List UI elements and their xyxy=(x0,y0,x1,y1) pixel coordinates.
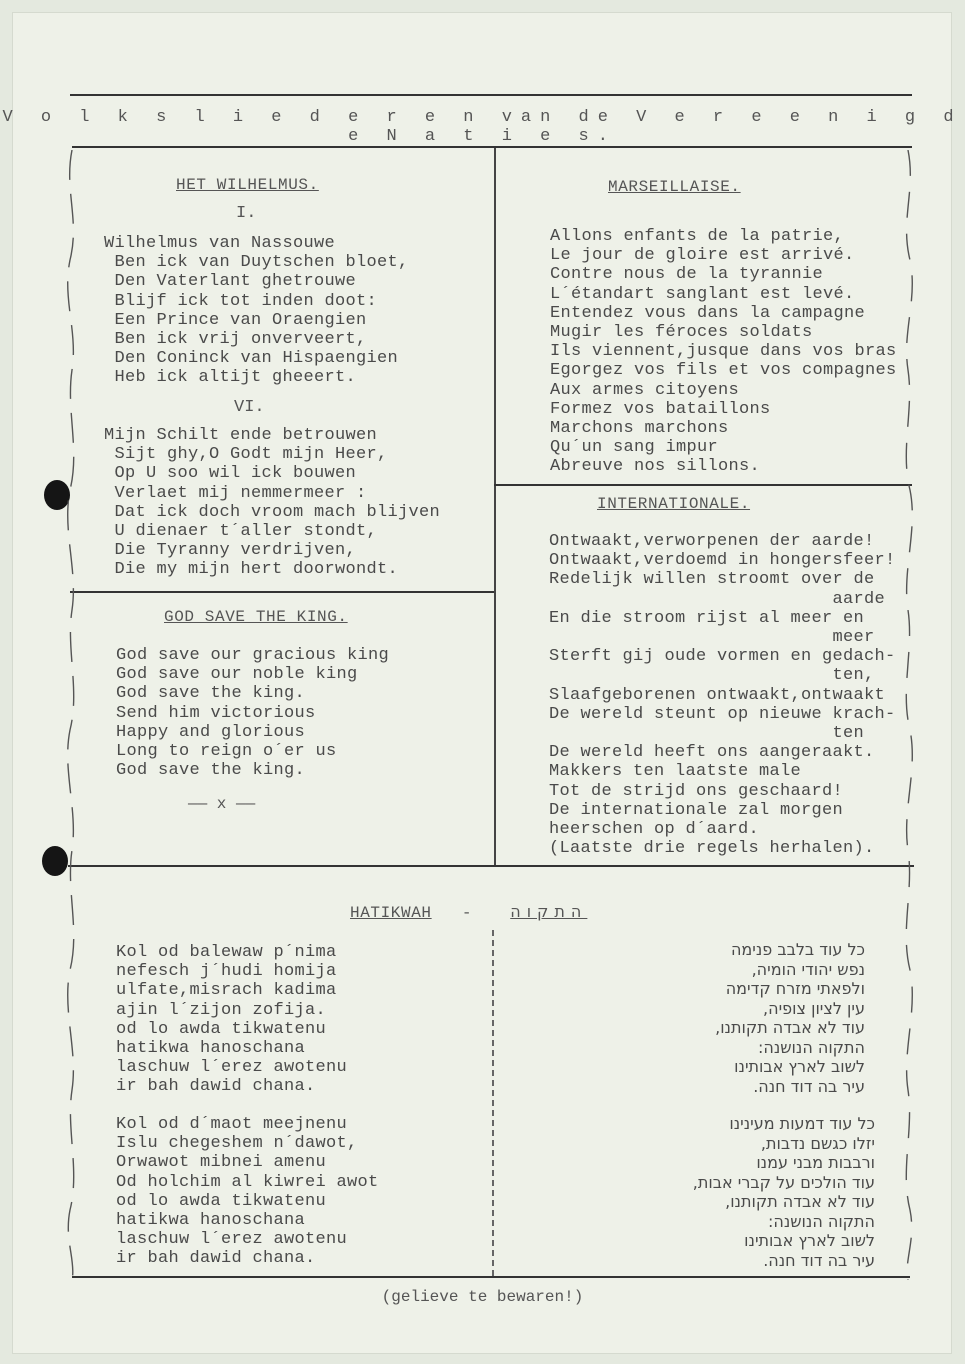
hatikwah-hebrew-verse2: כל עוד דמעות מעינינו יזלו כגשם נדבות, ורבבות מבני עמנו עוד הולכים על קברי אבות, עוד לא אבדה תקותנו, התקוה הנושנה: לשוב לארץ אבותינו עיר בה דוד חנה. xyxy=(692,1114,875,1270)
page-title: V o l k s l i e d e r e n van de V e r e e n i g d e N a t i e s. xyxy=(2,108,963,146)
hatikwah-dashed-divider xyxy=(492,930,494,1276)
hatikwah-hebrew-verse1: כל עוד בלבב פנימה נפש יהודי הומיה, ולפאתי מזרח קדימה עין לציון צופיה, עוד לא אבדה תקותנו, התקוה הנושנה: לשוב לארץ אבותינו עיר בה דוד חנה. xyxy=(715,940,865,1096)
frame-top-line xyxy=(72,146,912,148)
hatikwah-heading-latin: HATIKWAH xyxy=(350,904,432,922)
right-wavy-border xyxy=(898,150,918,1280)
hatikwah-latin-verse2: Kol od d´maot meejnenu Islu chegeshem n´dawot, Orwawot mibnei amenu Od holchim al kiwrei awot od lo awda tikwatenu hatikwa hanoschana laschuw l´erez awotenu ir bah dawid chana. xyxy=(116,1115,379,1269)
hatikwah-heading xyxy=(350,902,587,922)
god-save-separator: —— x —— xyxy=(188,795,256,813)
hatikwah-latin-verse1: Kol od balewaw p´nima nefesch j´hudi homija ulfate,misrach kadima ajin l´zijon zofija. od lo awda tikwatenu hatikwa hanoschana laschuw l´erez awotenu ir bah dawid chana. xyxy=(116,943,348,1097)
left-wavy-border xyxy=(62,150,82,1280)
internationale-lyrics: Ontwaakt,verworpenen der aarde! Ontwaakt,verdoemd in hongersfeer! Redelijk willen stroomt over de aarde En die stroom rijst al meer en meer Sterft gij oude vormen en gedach- ten, Slaafgeborenen ontwaakt,ontwaakt De wereld steunt op nieuwe krach- ten De wereld heeft ons aangeraakt. Makkers ten laatste male Tot de strijd ons geschaard! De internationale zal morgen heerschen op d´aard. (Laatste drie regels herhalen). xyxy=(549,532,896,859)
footer-note: (gelieve te bewaren!) xyxy=(381,1288,584,1306)
left-section-divider xyxy=(70,591,494,593)
marseillaise-heading: MARSEILLAISE. xyxy=(608,178,741,196)
hatikwah-heading-hebrew: התקוה xyxy=(510,902,588,921)
top-rule xyxy=(70,94,912,96)
wilhelmus-verse1-number: I. xyxy=(236,204,257,223)
hatikwah-heading-dash: - xyxy=(461,904,473,922)
center-divider-upper xyxy=(494,148,496,866)
wilhelmus-heading: HET WILHELMUS. xyxy=(176,176,319,194)
god-save-heading: GOD SAVE THE KING. xyxy=(164,608,348,626)
wilhelmus-verse2: Mijn Schilt ende betrouwen Sijt ghy,O Godt mijn Heer, Op U soo wil ick bouwen Verlaet mij nemmermeer : Dat ick doch vroom mach blijven U dienaer t´aller stondt, Die Tyranny verdrijven, Die my mijn hert doorwondt. xyxy=(104,426,441,580)
wilhelmus-verse1: Wilhelmus van Nassouwe Ben ick van Duytschen bloet, Den Vaterlant ghetrouwe Blijf ick tot inden doot: Een Prince van Oraengien Ben ick vrij onverveert, Den Coninck van Hispaengien Heb ick altijt gheeert. xyxy=(104,234,409,388)
bottom-line xyxy=(72,1276,910,1278)
wilhelmus-verse2-number: VI. xyxy=(234,398,265,417)
god-save-lyrics: God save our gracious king God save our noble king God save the king. Send him victorious Happy and glorious Long to reign o´er us God save the king. xyxy=(116,646,390,781)
right-section-divider xyxy=(494,484,912,486)
middle-horizontal-line xyxy=(68,865,914,867)
marseillaise-lyrics: Allons enfants de la patrie, Le jour de gloire est arrivé. Contre nous de la tyrannie L´étandart sanglant est levé. Entendez vous dans la campagne Mugir les féroces soldats Ils viennent,jusque dans vos bras Egorgez vos fils et vos compagnes Aux armes citoyens Formez vos bataillons Marchons marchons Qu´un sang impur Abreuve nos sillons. xyxy=(550,227,897,477)
internationale-heading: INTERNATIONALE. xyxy=(597,495,751,513)
